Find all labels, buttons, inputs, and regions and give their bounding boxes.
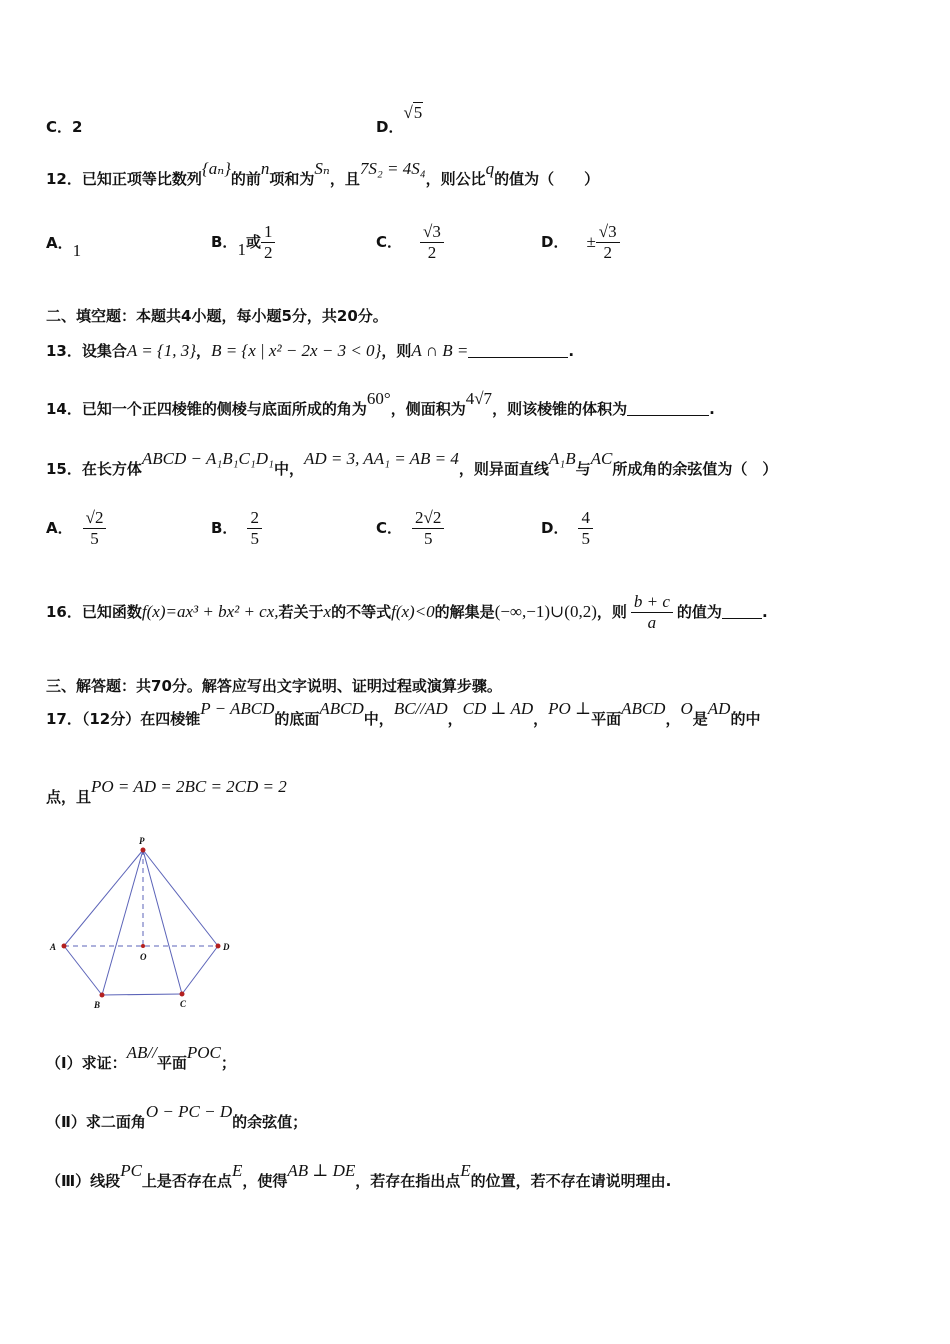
question-13: 13．设集合A = {1, 3}，B = {x | x² − 2x − 3 < 0}，则A ∩ B = . xyxy=(46,341,575,360)
edge-pd xyxy=(143,850,218,946)
q12-option-d: D． ± $\frac{√3}{2}$ xyxy=(541,222,620,263)
section-3-heading: 三、解答题：共70分。解答应写出文字说明、证明过程或演算步骤。 xyxy=(46,677,502,695)
q11-option-d: D．√5 xyxy=(376,103,423,136)
q15-option-c: C． $\frac{2√2}{5}$ xyxy=(376,508,444,549)
edge-pa xyxy=(64,850,143,946)
q12-option-b: B．1或 $\frac{1}{2}$ xyxy=(211,222,275,263)
point-a xyxy=(62,944,67,949)
edge-ab xyxy=(64,946,102,995)
q17-part-2: （Ⅱ）求二面角O − PC − D的余弦值； xyxy=(46,1102,308,1131)
q17-part-3: （Ⅲ）线段PC上是否存在点E，使得AB ⊥ DE，若存在指出点E的位置，若不存在请说明理由. xyxy=(46,1161,672,1190)
edge-bc xyxy=(102,994,182,995)
point-d xyxy=(216,944,221,949)
q15-option-b: B． $\frac{2}{5}$ xyxy=(211,508,262,549)
edge-pc xyxy=(143,850,182,994)
q12-option-a: A．1 xyxy=(46,234,82,260)
question-12: 12．已知正项等比数列{aₙ}的前n项和为Sₙ，且7S₂ = 4S₄，则公比q的值为（ ） xyxy=(46,159,600,188)
point-o xyxy=(141,944,145,948)
edge-pb xyxy=(102,850,143,995)
point-b xyxy=(100,993,105,998)
label-d: D xyxy=(223,942,230,952)
label-o: O xyxy=(140,952,147,962)
point-c xyxy=(180,992,185,997)
question-15: 15．在长方体ABCD − A₁B₁C₁D₁中，AD = 3, AA₁ = AB = 4，则异面直线A₁B与AC所成角的余弦值为（ ） xyxy=(46,449,778,478)
edge-cd xyxy=(182,946,218,994)
question-14: 14．已知一个正四棱锥的侧棱与底面所成的角为60°，侧面积为4√7，则该棱锥的体积为 . xyxy=(46,389,715,418)
section-2-heading: 二、填空题：本题共4小题，每小题5分，共20分。 xyxy=(46,307,388,325)
point-p xyxy=(141,848,146,853)
label-b: B xyxy=(94,1000,101,1010)
question-17-cont: 点，且PO = AD = 2BC = 2CD = 2 xyxy=(46,777,287,806)
pyramid-figure xyxy=(46,830,246,1015)
label-c: C xyxy=(180,999,187,1009)
q15-option-a: A． $\frac{√2}{5}$ xyxy=(46,508,106,549)
label-p: P xyxy=(139,836,145,846)
q17-part-1: （Ⅰ）求证：AB//平面POC； xyxy=(46,1043,236,1072)
question-17: 17．（12分）在四棱锥P − ABCD的底面ABCD中，BC//AD，CD ⊥ AD，PO ⊥平面ABCD，O是AD的中 xyxy=(46,699,761,728)
q12-option-c: C． $\frac{√3}{2}$ xyxy=(376,222,444,263)
question-16: 16．已知函数f(x)=ax³ + bx² + cx,若关于x的不等式f(x)<0的解集是(−∞,−1)∪(0,2)，则 $\frac{b + c}{a}$ 的值为 . xyxy=(46,592,768,632)
q15-option-d: D． $\frac{4}{5}$ xyxy=(541,508,593,549)
q11-option-c: C．2 xyxy=(46,118,83,136)
label-a: A xyxy=(50,942,57,952)
